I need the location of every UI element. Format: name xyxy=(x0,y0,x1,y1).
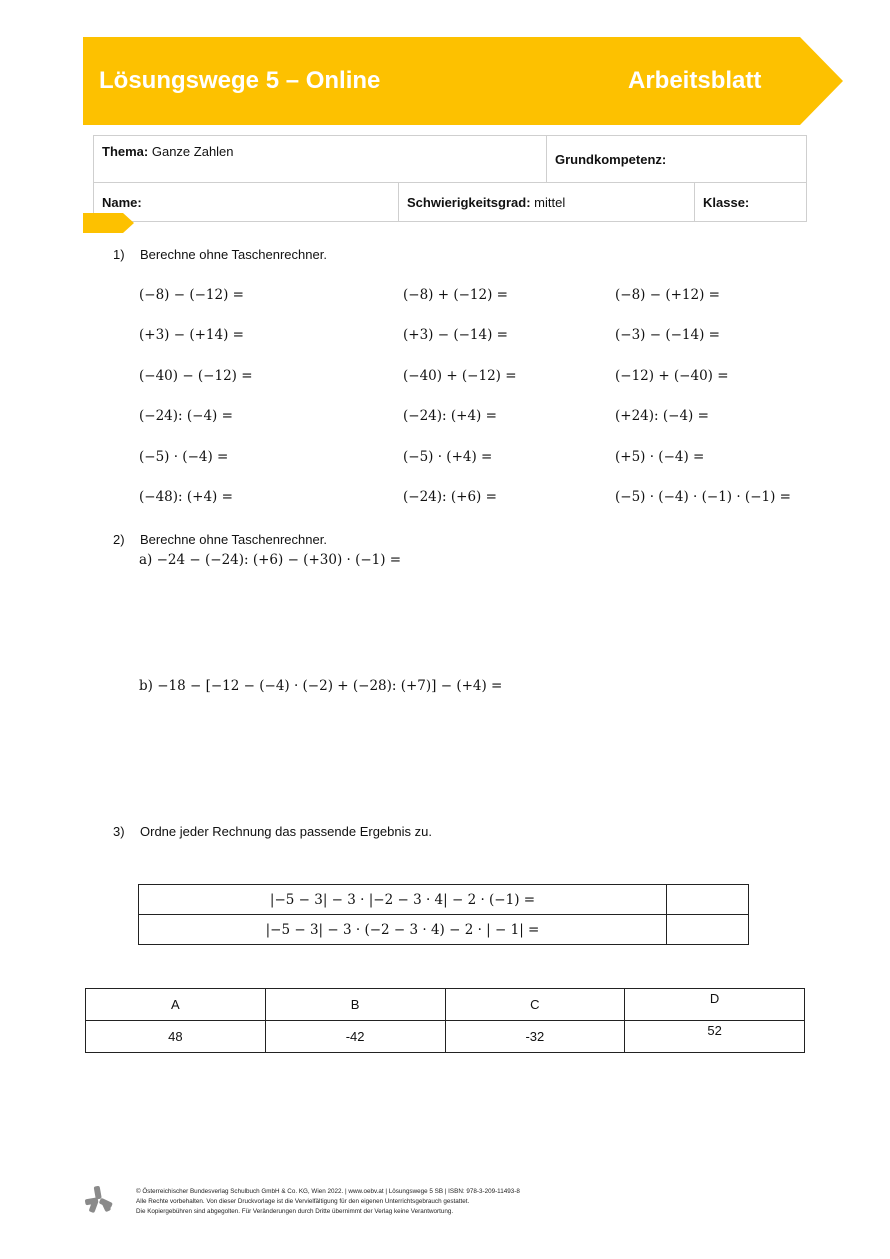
schwierigkeit-label: Schwierigkeitsgrad: xyxy=(407,194,531,210)
klasse-cell xyxy=(695,183,807,222)
grundkompetenz-label: Grundkompetenz: xyxy=(554,151,667,167)
task1-expr: (−40) + (−12) = xyxy=(403,368,517,384)
task1-expr: (+3) − (−14) = xyxy=(403,327,508,343)
footer-line: Alle Rechte vorbehalten. Von dieser Druckvorlage ist die Vervielfältigung für den eigenen Unterrichtsgebrauch gestattet. xyxy=(136,1198,470,1205)
header-title: Lösungswege 5 – Online xyxy=(99,67,381,94)
answer-options-table xyxy=(85,988,805,1053)
task1-expr: (−8) + (−12) = xyxy=(403,287,508,303)
task3-number: 3) xyxy=(113,824,125,839)
task1-expr: (−5) · (−4) · (−1) · (−1) = xyxy=(615,489,791,505)
name-label: Name: xyxy=(102,194,142,210)
task1-expr: (−40) − (−12) = xyxy=(139,368,253,384)
table-row xyxy=(86,989,805,1021)
table-row xyxy=(139,885,749,915)
task1-instruction: Berechne ohne Taschenrechner. xyxy=(140,247,327,262)
matching-table xyxy=(138,884,749,945)
answer-value: 48 xyxy=(86,1021,266,1053)
answer-value: -42 xyxy=(265,1021,445,1053)
task1-expr: (−5) · (+4) = xyxy=(403,449,493,465)
task2-number: 2) xyxy=(113,532,125,547)
thema-value: Ganze Zahlen xyxy=(151,144,234,159)
answer-blank[interactable] xyxy=(667,885,749,915)
klasse-label: Klasse: xyxy=(703,194,750,210)
task1-expr: (+3) − (+14) = xyxy=(139,327,244,343)
task1-expr: (−48): (+4) = xyxy=(139,489,233,505)
task1-expr: (−8) − (+12) = xyxy=(615,287,720,303)
task1-expr: (+5) · (−4) = xyxy=(615,449,705,465)
meta-table xyxy=(93,135,807,222)
task2-part-b: b) −18 − [−12 − (−4) · (−2) + (−28): (+7)] − (+4) = xyxy=(139,678,503,694)
header-doc-type: Arbeitsblatt xyxy=(628,67,762,94)
answer-label: C xyxy=(445,989,625,1021)
task1-expr: (−8) − (−12) = xyxy=(139,287,244,303)
answer-label: D xyxy=(625,989,805,1021)
section-marker xyxy=(83,213,135,234)
task2-part-a: a) −24 − (−24): (+6) − (+30) · (−1) = xyxy=(139,552,402,568)
task1-expr: (−24): (−4) = xyxy=(139,408,233,424)
task1-expr: (−3) − (−14) = xyxy=(615,327,720,343)
task1-expr: (−12) + (−40) = xyxy=(615,368,729,384)
task1-expr: (−24): (+4) = xyxy=(403,408,497,424)
task3-instruction: Ordne jeder Rechnung das passende Ergebnis zu. xyxy=(140,824,432,839)
schwierigkeit-value: mittel xyxy=(534,194,566,210)
calculation-cell: |−5 − 3| − 3 · (−2 − 3 · 4) − 2 · | − 1| = xyxy=(139,915,667,945)
calculation-cell: |−5 − 3| − 3 · |−2 − 3 · 4| − 2 · (−1) = xyxy=(139,885,667,915)
task1-expr: (+24): (−4) = xyxy=(615,408,709,424)
task1-expr: (−5) · (−4) = xyxy=(139,449,229,465)
task2-instruction: Berechne ohne Taschenrechner. xyxy=(140,532,327,547)
answer-blank[interactable] xyxy=(667,915,749,945)
answer-label: B xyxy=(265,989,445,1021)
thema-label: Thema: xyxy=(102,144,149,159)
schwierigkeit-cell xyxy=(399,183,695,222)
answer-label: A xyxy=(86,989,266,1021)
publisher-logo-icon xyxy=(84,1185,114,1215)
name-cell xyxy=(94,183,399,222)
answer-value: 52 xyxy=(625,1021,805,1053)
footer-line: © Österreichischer Bundesverlag Schulbuch GmbH & Co. KG, Wien 2022. | www.oebv.at | Lösungswege 5 SB | ISBN: 978-3-209-11493-8 xyxy=(136,1188,520,1195)
thema-cell xyxy=(94,136,547,183)
task1-expr: (−24): (+6) = xyxy=(403,489,497,505)
table-row xyxy=(139,915,749,945)
task1-number: 1) xyxy=(113,247,125,262)
grundkompetenz-cell xyxy=(546,136,806,183)
footer-line: Die Kopiergebühren sind abgegolten. Für Veränderungen durch Dritte übernimmt der Verlag keine Verantwortung. xyxy=(136,1208,454,1215)
table-row xyxy=(86,1021,805,1053)
footer-copyright xyxy=(136,1187,520,1217)
answer-value: -32 xyxy=(445,1021,625,1053)
header-banner xyxy=(83,37,843,125)
